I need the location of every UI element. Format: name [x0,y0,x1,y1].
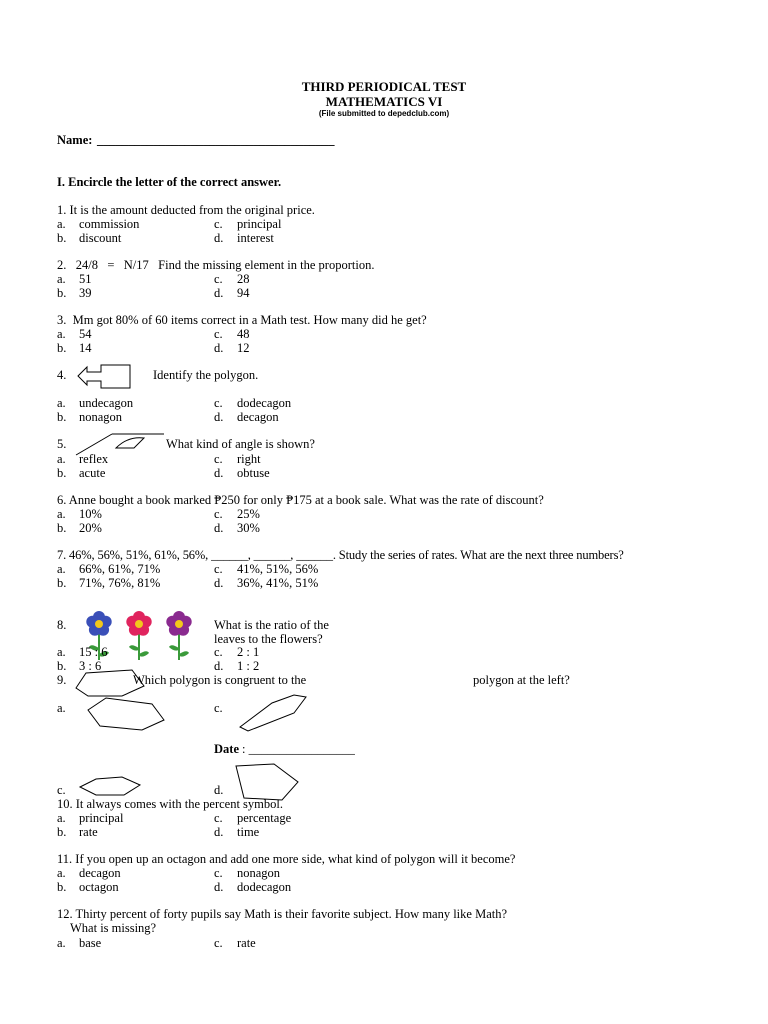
question-number: 8. [57,618,67,632]
date-blank: : _________________ [242,742,355,756]
choice-letter: b. [57,410,67,424]
flower-center [135,620,143,628]
choice-letter: d. [214,880,224,894]
source-note: (File submitted to depedclub.com) [318,109,450,118]
choice-letter: b. [57,341,67,355]
choice-text: octagon [79,880,119,894]
name-label: Name: [57,133,93,147]
choice-letter: a. [57,562,66,576]
choice-letter: c. [214,811,223,825]
question-text: 2. 24/8 = N/17 Find the missing element in the proportion. [57,258,375,272]
choice-text: acute [79,466,106,480]
leaf-icon [169,645,179,650]
question-text: Identify the polygon. [153,368,259,382]
polygon-choice-c [78,775,144,799]
choice-text: decagon [237,410,279,424]
choice-text: base [79,936,102,950]
choice-text: 10% [79,507,102,521]
question-text: 11. If you open up an octagon and add one more side, what kind of polygon will it become? [57,852,516,866]
question-text: 6. Anne bought a book marked ₱250 for only ₱175 at a book sale. What was the rate of discount? [57,493,544,507]
arrow-polygon-figure [74,363,134,391]
choice-letter: d. [214,576,224,590]
choice-text: 25% [237,507,260,521]
choice-letter: d. [214,231,224,245]
choice-letter: c. [214,217,223,231]
choice-text: dodecagon [237,396,292,410]
choice-letter: d. [214,410,224,424]
flower-center [95,620,103,628]
choice-text: decagon [79,866,121,880]
choice-letter: c. [214,272,223,286]
choice-letter: c. [57,783,66,797]
choice-letter: b. [57,880,67,894]
flower-icon [126,611,151,660]
leaf-icon [139,651,149,656]
question-text: 10. It always comes with the percent symbol. [57,797,283,811]
question-number: 9. [57,673,67,687]
choice-text: time [237,825,260,839]
date-label: Date [214,742,239,756]
choice-letter: d. [214,341,224,355]
choice-text: 15 : 6 [79,645,108,659]
choice-letter: b. [57,286,67,300]
polygon-choice-a [86,696,166,732]
choice-letter: d. [214,286,224,300]
question-number: 5. [57,437,67,451]
choice-text: 94 [237,286,250,300]
choice-letter: b. [57,231,67,245]
choice-text: 36%, 41%, 51% [237,576,319,590]
choice-letter: b. [57,466,67,480]
choice-letter: b. [57,825,67,839]
choice-text: dodecagon [237,880,292,894]
subject-title: MATHEMATICS VI [325,94,443,109]
choice-text: 54 [79,327,92,341]
question-text: 1. It is the amount deducted from the original price. [57,203,315,217]
question-text: What kind of angle is shown? [166,437,315,451]
question-text: 12. Thirty percent of forty pupils say Math is their favorite subject. How many like Math? [57,907,508,921]
choice-letter: c. [214,701,223,715]
choice-text: 30% [237,521,260,535]
choice-text: rate [79,825,98,839]
choice-text: 28 [237,272,250,286]
choice-letter: a. [57,866,66,880]
choice-text: nonagon [237,866,281,880]
choice-text: 71%, 76%, 81% [79,576,161,590]
choice-letter: c. [214,507,223,521]
choice-text: principal [79,811,124,825]
choice-text: 2 : 1 [237,645,260,659]
choice-text: 66%, 61%, 71% [79,562,161,576]
question-text: 7. 46%, 56%, 51%, 61%, 56%, ______, ______, ______. Study the series of rates. What are the next three numbers? [57,548,624,562]
choice-letter: a. [57,396,66,410]
choice-text: 41%, 51%, 56% [237,562,319,576]
flower-icon [166,611,191,660]
choice-text: rate [237,936,256,950]
question-text: 3. Mm got 80% of 60 items correct in a Math test. How many did he get? [57,313,427,327]
choice-letter: c. [214,936,223,950]
choice-text: interest [237,231,274,245]
choice-letter: c. [214,327,223,341]
question-text-line2: leaves to the flowers? [214,632,323,646]
choice-letter: d. [214,783,224,797]
choice-text: obtuse [237,466,270,480]
choice-letter: a. [57,507,66,521]
choice-text: 39 [79,286,92,300]
choice-letter: a. [57,645,66,659]
choice-letter: a. [57,936,66,950]
choice-letter: a. [57,217,66,231]
choice-text: 3 : 6 [79,659,102,673]
choice-text: 12 [237,341,250,355]
polygon-choice-b [238,693,310,733]
choice-letter: d. [214,825,224,839]
choice-text: commission [79,217,140,231]
leaf-icon [179,651,189,656]
choice-text: discount [79,231,122,245]
choice-letter: c. [214,396,223,410]
choice-text: 14 [79,341,92,355]
choice-text: nonagon [79,410,123,424]
choice-letter: c. [214,562,223,576]
choice-text: right [237,452,261,466]
choice-text: principal [237,217,282,231]
choice-text: percentage [237,811,292,825]
choice-text: 1 : 2 [237,659,260,673]
choice-letter: b. [57,659,67,673]
test-title: THIRD PERIODICAL TEST [301,79,467,94]
leaf-icon [129,645,139,650]
name-blank: ______________________________________ [97,133,335,147]
choice-letter: c. [214,452,223,466]
choice-letter: c. [214,645,223,659]
choice-letter: d. [214,466,224,480]
question-text-left: Which polygon is congruent to the [133,673,307,687]
choice-letter: a. [57,811,66,825]
choice-letter: c. [214,866,223,880]
choice-letter: d. [214,521,224,535]
choice-letter: b. [57,576,67,590]
choice-text: 48 [237,327,250,341]
section-title: I. Encircle the letter of the correct answer. [57,175,282,189]
choice-letter: a. [57,701,66,715]
choice-letter: a. [57,452,66,466]
choice-letter: b. [57,521,67,535]
choice-letter: a. [57,327,66,341]
flower-center [175,620,183,628]
choice-text: 20% [79,521,102,535]
question-text-right: polygon at the left? [473,673,570,687]
choice-text: 51 [79,272,92,286]
question-number: 4. [57,368,67,382]
choice-letter: a. [57,272,66,286]
choice-text: reflex [79,452,109,466]
choice-text: undecagon [79,396,134,410]
question-text-line2: What is missing? [70,921,157,935]
question-text-line1: What is the ratio of the [214,618,329,632]
choice-letter: d. [214,659,224,673]
